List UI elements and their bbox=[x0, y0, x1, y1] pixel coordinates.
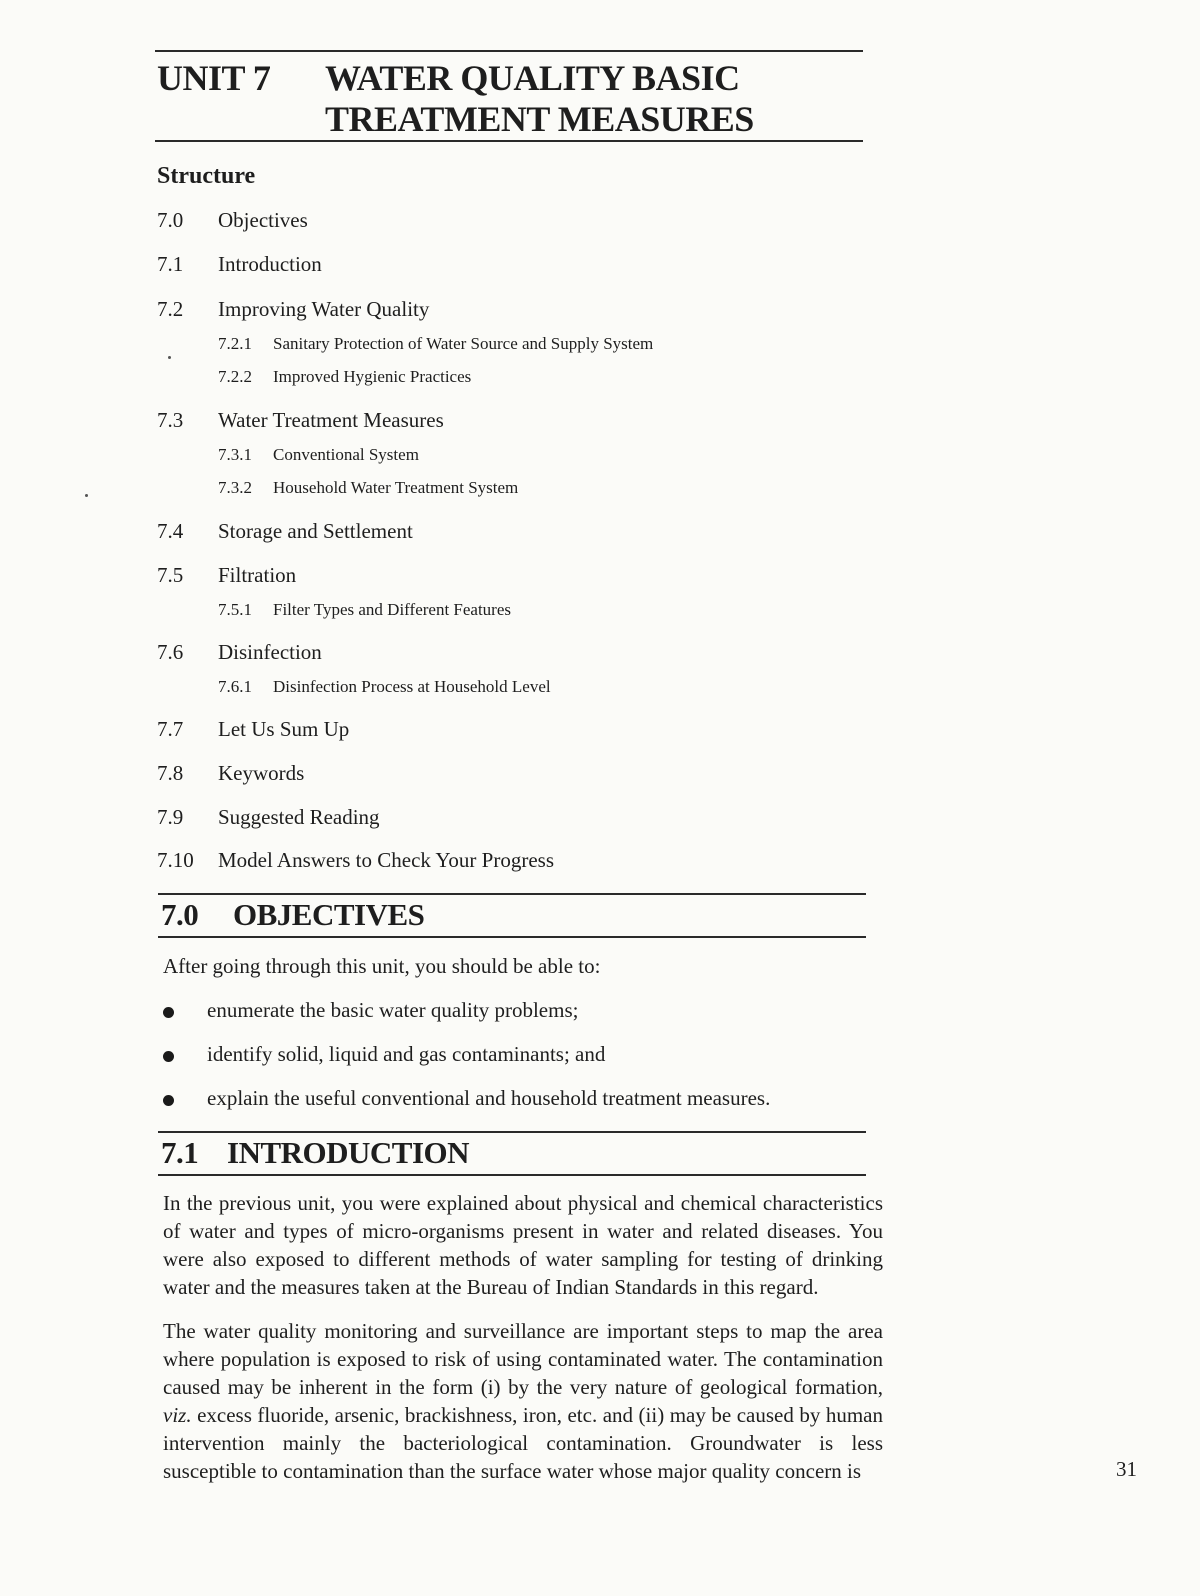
toc-subitem-text: Household Water Treatment System bbox=[273, 478, 519, 497]
toc-subitem-text: Filter Types and Different Features bbox=[273, 600, 512, 619]
toc-item-number: 7.9 bbox=[157, 805, 184, 829]
toc-subitem-text: Improved Hygienic Practices bbox=[273, 367, 472, 386]
introduction-top-rule bbox=[158, 1131, 866, 1133]
bullet-icon bbox=[163, 1095, 174, 1106]
toc-item-text: Improving Water Quality bbox=[218, 297, 430, 321]
scan-speck bbox=[168, 356, 171, 359]
objectives-number: 7.0 bbox=[161, 897, 199, 932]
toc-subitem-text: Conventional System bbox=[273, 445, 419, 464]
toc-subitem-number: 7.2.1 bbox=[218, 334, 252, 353]
scan-speck bbox=[85, 494, 88, 497]
unit-title bbox=[325, 58, 754, 140]
toc-item-text: Model Answers to Check Your Progress bbox=[218, 848, 554, 872]
top-rule bbox=[155, 50, 863, 52]
toc-subitem-number: 7.6.1 bbox=[218, 677, 252, 696]
unit-title-line-2: TREATMENT MEASURES bbox=[325, 99, 754, 139]
toc-item-text: Water Treatment Measures bbox=[218, 408, 444, 432]
introduction-number: 7.1 bbox=[161, 1135, 199, 1170]
toc-item-text: Objectives bbox=[218, 208, 308, 232]
objective-text: identify solid, liquid and gas contaminants; and bbox=[207, 1042, 606, 1066]
objectives-heading bbox=[161, 897, 424, 933]
toc-subitem-number: 7.5.1 bbox=[218, 600, 252, 619]
toc-item-number: 7.8 bbox=[157, 761, 184, 785]
toc-item-number: 7.10 bbox=[157, 848, 194, 872]
unit-heading-rule bbox=[155, 140, 863, 142]
bullet-icon bbox=[163, 1007, 174, 1018]
structure-heading: Structure bbox=[157, 163, 256, 189]
toc-subitem-number: 7.3.1 bbox=[218, 445, 252, 464]
toc-item-number: 7.5 bbox=[157, 563, 184, 587]
objective-text: enumerate the basic water quality problems; bbox=[207, 998, 579, 1022]
objectives-bottom-rule bbox=[158, 936, 866, 938]
toc-item-number: 7.1 bbox=[157, 252, 184, 276]
toc-item-text: Storage and Settlement bbox=[218, 519, 413, 543]
page-number: 31 bbox=[1116, 1457, 1137, 1481]
objectives-intro: After going through this unit, you should be able to: bbox=[163, 954, 601, 978]
paragraph-2-rest: excess fluoride, arsenic, brackishness, iron, etc. and (ii) may be caused by human intervention mainly the bacteriological contamination. Groundwater is less susceptible to contamination than the surface water whose major quality concern is bbox=[163, 1403, 883, 1483]
toc-item-number: 7.3 bbox=[157, 408, 184, 432]
toc-item-number: 7.4 bbox=[157, 519, 184, 543]
introduction-bottom-rule bbox=[158, 1174, 866, 1176]
unit-title-line-1: WATER QUALITY BASIC bbox=[325, 58, 740, 98]
objectives-top-rule bbox=[158, 893, 866, 895]
toc-item-text: Keywords bbox=[218, 761, 305, 785]
toc-item-text: Let Us Sum Up bbox=[218, 717, 350, 741]
toc-item-text: Filtration bbox=[218, 563, 297, 587]
paragraph-2-viz: viz. bbox=[163, 1403, 192, 1427]
toc-item-text: Disinfection bbox=[218, 640, 322, 664]
toc-subitem-number: 7.2.2 bbox=[218, 367, 252, 386]
toc-subitem-number: 7.3.2 bbox=[218, 478, 252, 497]
unit-label: UNIT 7 bbox=[157, 58, 271, 98]
toc-subitem-text: Sanitary Protection of Water Source and Supply System bbox=[273, 334, 654, 353]
introduction-paragraph-2 bbox=[163, 1317, 883, 1485]
toc-item-text: Suggested Reading bbox=[218, 805, 380, 829]
toc-item-number: 7.7 bbox=[157, 717, 184, 741]
introduction-paragraph-1: In the previous unit, you were explained about physical and chemical characteristics of water and types of micro-organisms present in water and related diseases. You were also exposed to different methods of water sampling for testing of drinking water and the measures taken at the Bureau of Indian Standards in this regard. bbox=[163, 1191, 883, 1299]
introduction-title: INTRODUCTION bbox=[227, 1135, 470, 1170]
toc-subitem-text: Disinfection Process at Household Level bbox=[273, 677, 551, 696]
introduction-heading bbox=[161, 1135, 469, 1171]
objectives-title: OBJECTIVES bbox=[233, 897, 425, 932]
bullet-icon bbox=[163, 1051, 174, 1062]
paragraph-2-lead: The water quality monitoring and surveillance are important steps to map the area where population is exposed to risk of using contaminated water. The contamination caused may be inherent in the form (i) by the very nature of geological formation, bbox=[163, 1319, 883, 1399]
toc-item-number: 7.2 bbox=[157, 297, 184, 321]
toc-item-number: 7.0 bbox=[157, 208, 184, 232]
toc-item-text: Introduction bbox=[218, 252, 322, 276]
toc-item-number: 7.6 bbox=[157, 640, 184, 664]
objective-text: explain the useful conventional and household treatment measures. bbox=[207, 1086, 771, 1110]
